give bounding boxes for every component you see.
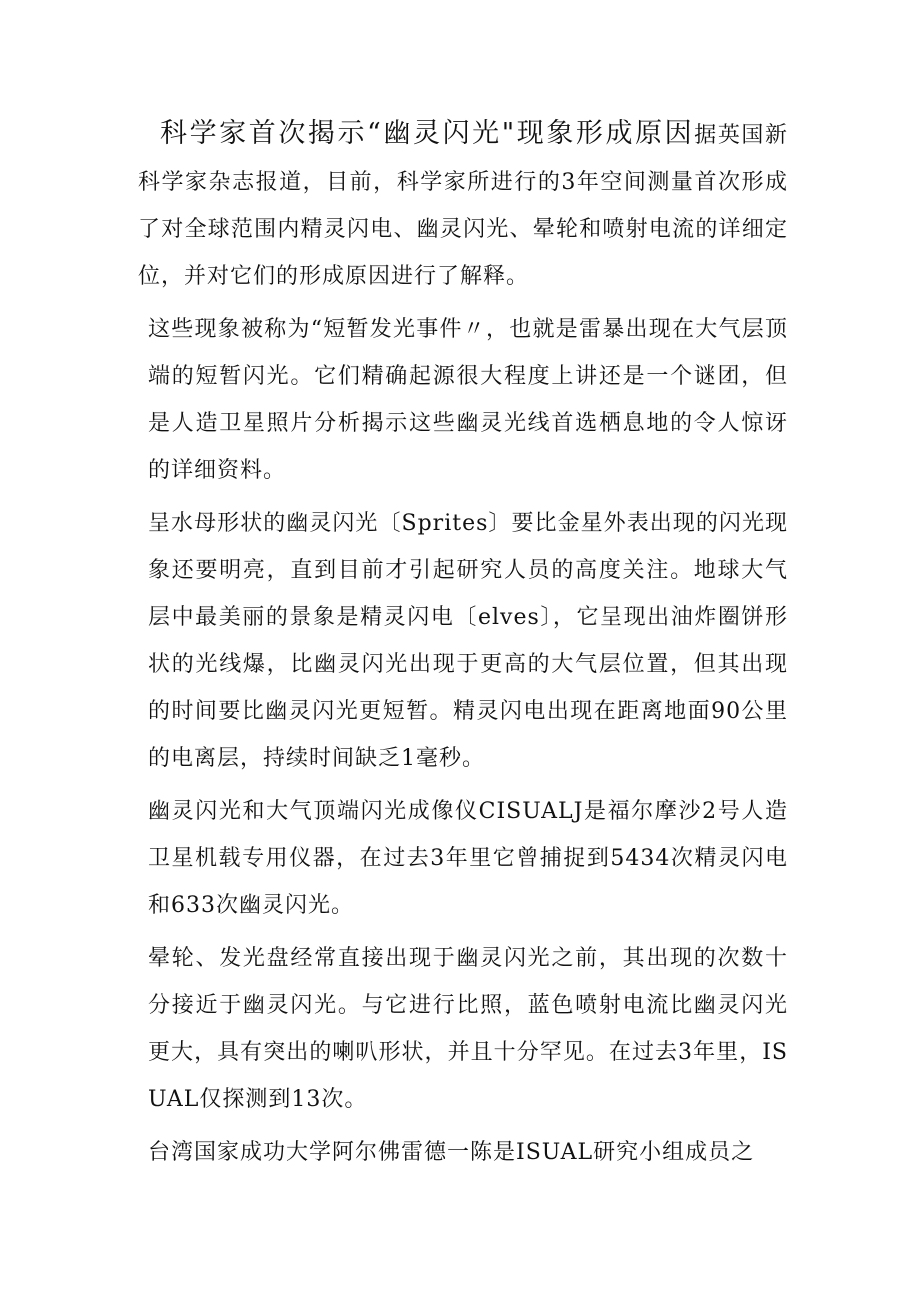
title-paragraph <box>138 110 788 300</box>
paragraph-5: 台湾国家成功大学阿尔佛雷德一陈是ISUAL研究小组成员之 <box>148 1140 755 1165</box>
intro-text: 据英国新科学家杂志报道，目前，科学家所进行的3年空间测量首次形成了对全球范围内精灵闪电、幽灵闪光、晕轮和喷射电流的详细定位，并对它们的形成原因进行了解释。 <box>138 123 788 289</box>
paragraph-4: 晕轮、发光盘经常直接出现于幽灵闪光之前，其出现的次数十分接近于幽灵闪光。与它进行比照，蓝色喷射电流比幽灵闪光更大，具有突出的喇叭形状，并且十分罕见。在过去3年里，ISUAL仅探测到13次。 <box>148 946 788 1112</box>
paragraph-2: 呈水母形状的幽灵闪光〔Sprites〕要比金星外表出现的闪光现象还要明亮，直到目前才引起研究人员的高度关注。地球大气层中最美丽的景象是精灵闪电〔elves〕，它呈现出油炸圈饼形状的光线爆，比幽灵闪光出现于更高的大气层位置，但其出现的时间要比幽灵闪光更短暂。精灵闪电出现在距离地面90公里的电离层，持续时间缺乏1毫秒。 <box>148 511 788 771</box>
document-body <box>138 110 788 1182</box>
paragraph-3: 幽灵闪光和大气顶端闪光成像仪CISUALJ是福尔摩沙2号人造卫星机载专用仪器，在过去3年里它曾捕捉到5434次精灵闪电和633次幽灵闪光。 <box>148 799 788 918</box>
document-title: 科学家首次揭示“幽灵闪光"现象形成原因 <box>160 118 695 149</box>
paragraph-1: 这些现象被称为“短暂发光事件〃，也就是雷暴出现在大气层顶端的短暂闪光。它们精确起源很大程度上讲还是一个谜团，但是人造卫星照片分析揭示这些幽灵光线首选栖息地的令人惊讶的详细资料。 <box>148 317 788 483</box>
